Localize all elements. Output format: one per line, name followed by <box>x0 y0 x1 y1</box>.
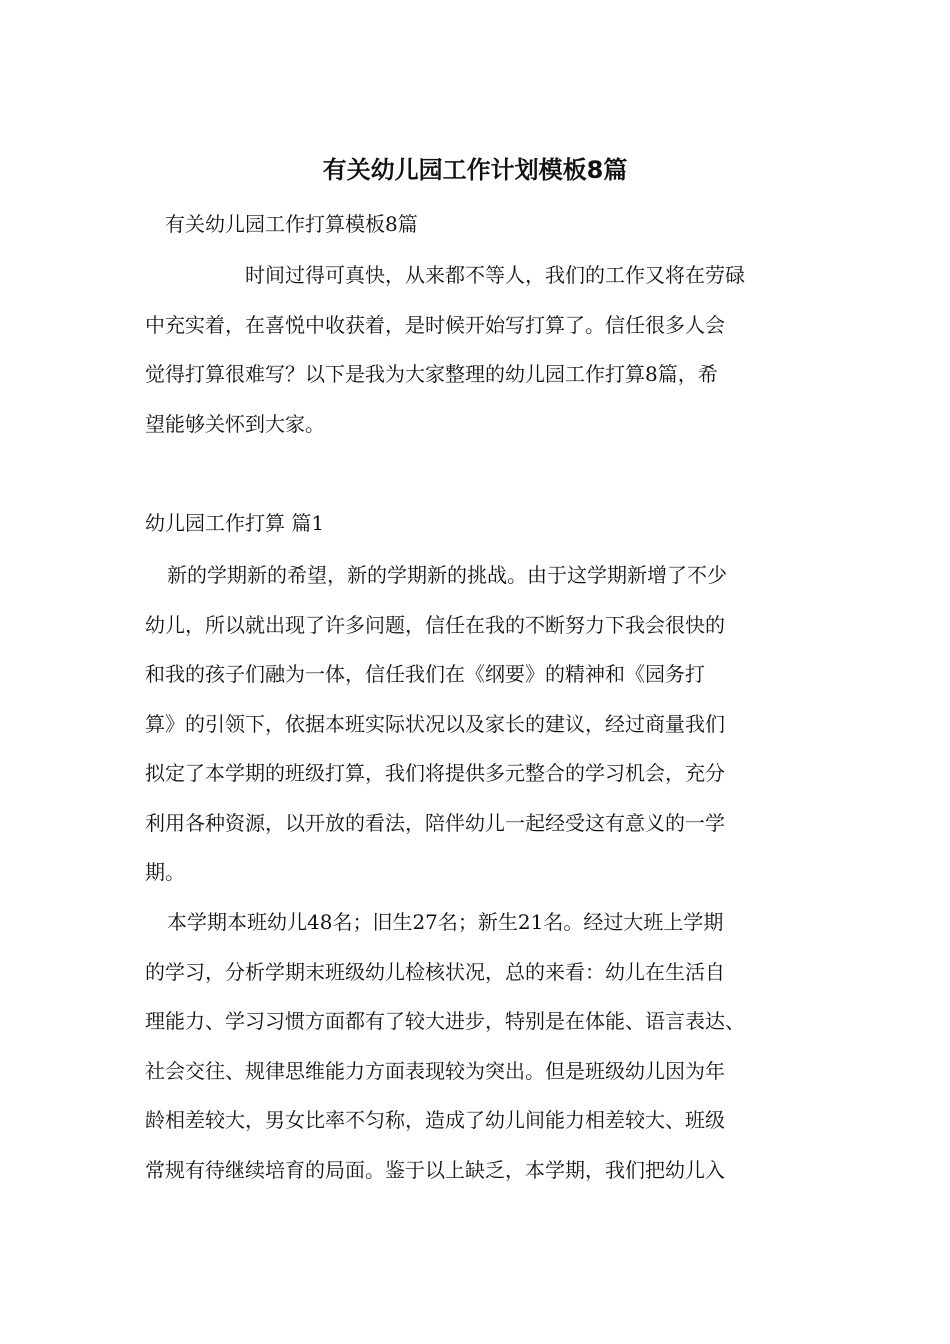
paragraph-line: 和我的孩子们融为一体，信任我们在《纲要》的精神和《园务打 <box>145 662 705 686</box>
body-paragraph-1 <box>145 551 815 898</box>
paragraph-line: 龄相差较大，男女比率不匀称，造成了幼儿间能力相差较大、班级 <box>145 1108 725 1132</box>
intro-line: 望能够关怀到大家。 <box>145 411 325 436</box>
paragraph-line: 新的学期新的希望，新的学期新的挑战。由于这学期新增了不少 <box>167 563 727 587</box>
document-title: 有关幼儿园工作计划模板8篇 <box>322 156 628 184</box>
paragraph-line: 期。 <box>145 860 185 884</box>
paragraph-line: 拟定了本学期的班级打算，我们将提供多元整合的学习机会，充分 <box>145 761 725 785</box>
intro-line: 时间过得可真快，从来都不等人，我们的工作又将在劳碌 <box>245 263 745 287</box>
intro-paragraph <box>145 251 815 449</box>
paragraph-line: 理能力、学习习惯方面都有了较大进步，特别是在体能、语言表达、 <box>145 1009 745 1033</box>
paragraph-line: 幼儿，所以就出现了许多问题，信任在我的不断努力下我会很快的 <box>145 612 725 637</box>
paragraph-line: 常规有待继续培育的局面。鉴于以上缺乏，本学期，我们把幼儿入 <box>145 1157 725 1182</box>
section-heading: 幼儿园工作打算 篇1 <box>145 511 325 535</box>
paragraph-line: 利用各种资源，以开放的看法，陪伴幼儿一起经受这有意义的一学 <box>145 810 725 835</box>
paragraph-line: 社会交往、规律思维能力方面表现较为突出。但是班级幼儿因为年 <box>145 1058 725 1083</box>
body-paragraph-2 <box>145 898 815 1195</box>
intro-line: 中充实着，在喜悦中收获着，是时候开始写打算了。信任很多人会 <box>145 312 725 337</box>
paragraph-line: 本学期本班幼儿48名；旧生27名；新生21名。经过大班上学期 <box>167 910 724 934</box>
intro-line: 觉得打算很难写？以下是我为大家整理的幼儿园工作打算8篇，希 <box>145 362 718 386</box>
paragraph-line: 的学习，分析学期末班级幼儿检核状况，总的来看：幼儿在生活自 <box>145 959 725 984</box>
document-subtitle: 有关幼儿园工作打算模板8篇 <box>165 212 418 236</box>
paragraph-line: 算》的引领下，依据本班实际状况以及家长的建议，经过商量我们 <box>145 711 725 736</box>
